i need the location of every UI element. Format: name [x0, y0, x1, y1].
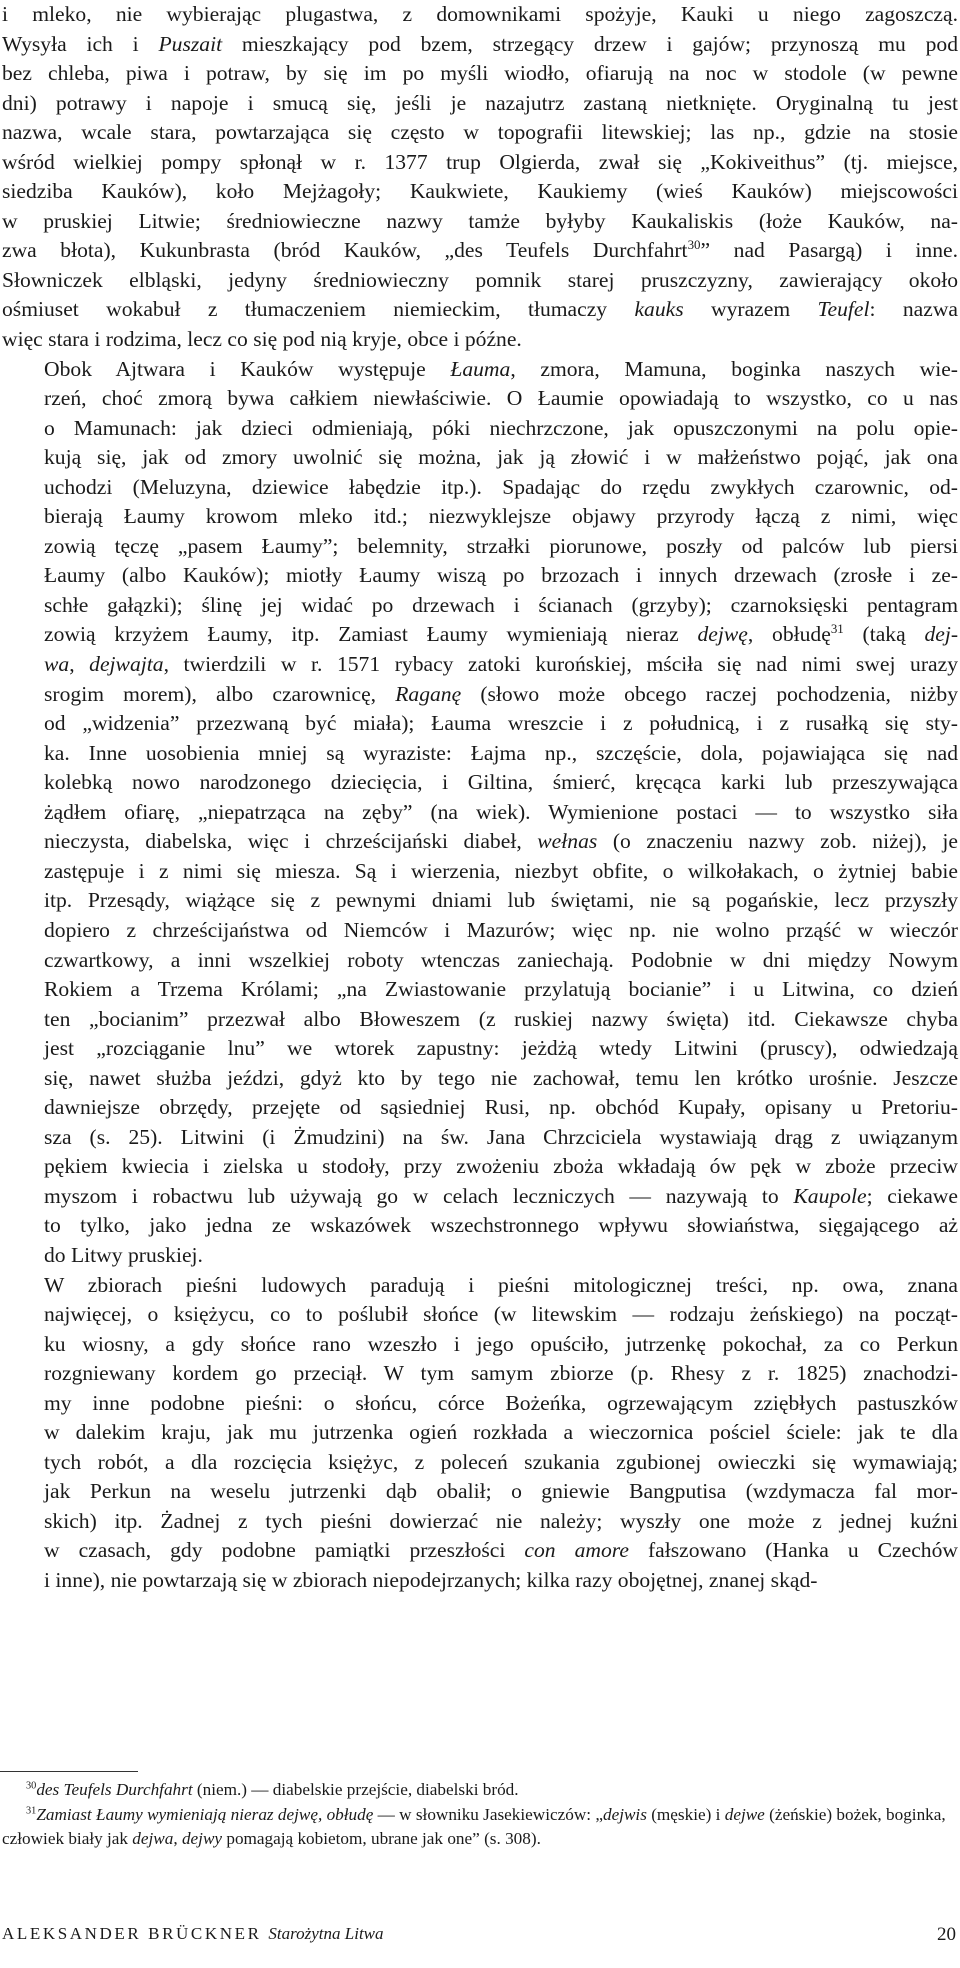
footnote-30: $^{30}$des Teufels Durchfahrt (niem.) — diabelskie przejście, diabelski bród.: [26, 1780, 519, 1799]
text-line: czwartkowy, a inni wszelkiej roboty wtenczas zaniechają. Podobnie w dni między Nowym: [44, 947, 958, 972]
text-line: Rokiem a Trzema Królami; „na Zwiastowanie przylatują bocianie” i u Litwina, co dzień: [44, 977, 958, 1002]
text-line: dawniejsze obrzędy, przejęte od sąsiedniej Rusi, np. obchód Kupały, opisany u Pretoriu-: [44, 1095, 958, 1120]
text-line: najwięcej, o księżycu, co to poślubił słońce (w litewskim — rodzaju żeńskiego) na począt-: [44, 1302, 958, 1327]
text-line: siedziba Kauków), koło Mejżagoły; Kaukwiete, Kaukiemy (wieś Kauków) miejscowości: [2, 179, 958, 204]
text-line: zowią tęczę „pasem Łaumy”; belemnity, strzałki piorunowe, poszły od palców lub piersi: [44, 533, 958, 558]
paragraph-2: [2, 355, 958, 1271]
text-line: i inne), nie powtarzają się w zbiorach niepodejrzanych; kilka razy obojętnej, znanej skąd-: [44, 1567, 818, 1592]
text-line: jak Perkun na weselu jutrzenki dąb obalił; o gniewie Bangputisa (wzdymacza fal mor-: [44, 1479, 958, 1504]
text-line: wa, dejwajta, twierdzili w r. 1571 rybacy zatoki kurońskiej, mściła się nad nimi swej urazy: [44, 652, 958, 677]
text-line: tych robót, a dla rozcięcia księżyc, z poleceń szukania zgubionej owieczki się wymawiają;: [44, 1449, 958, 1474]
page-footer: [2, 1918, 958, 1952]
text-line: w dalekim kraju, jak mu jutrzenka ogień rozkłada a wieczornica pościel ściele: jak te dla: [44, 1420, 958, 1445]
text-line: nazwa, wcale stara, powtarzająca się często w topografii litewskiej; las np., gdzie na stosie: [2, 120, 958, 145]
footer-author-title: [2, 1924, 384, 1944]
text-line: Łaumy (albo Kauków); miotły Łaumy wiszą po brzozach i innych drzewach (zrosłe i ze-: [44, 563, 958, 588]
text-line: więc stara i rodzima, lecz co się pod nią kryje, obce i późne.: [2, 327, 522, 352]
text-line: dni) potrawy i napoje i smucą się, jeśli je nazajutrz zastaną nietknięte. Oryginalną tu jest: [2, 90, 958, 115]
text-line: uchodzi (Meluzyna, dziewice łabędzie itp.). Spadając do rzędu zwykłych czarownic, od-: [44, 474, 958, 499]
text-line: dopiero z chrześcijaństwa od Niemców i Mazurów; więc np. nie wolno prząść w wieczór: [44, 917, 958, 942]
text-line: rzeń, choć zmorą bywa całkiem niewłaściwie. O Łaumie opowiadają to wszystko, co u nas: [44, 386, 958, 411]
text-line: ka. Inne uosobienia mniej są wyraziste: Łajma np., szczęście, dola, pojawiająca się nad: [44, 740, 958, 765]
text-line: ośmiuset wokabuł z tłumaczeniem niemieckim, tłumaczy kauks wyrazem Teufel: nazwa: [2, 297, 959, 322]
text-line: od „widzenia” przezwaną być miała); Łauma wreszcie i z południcą, i z rusałką się sty-: [44, 711, 958, 736]
text-line: srogim morem), albo czarownicę, Raganę (słowo może obcego raczej pochodzenia, niżby: [44, 681, 958, 706]
text-line: w czasach, gdy podobne pamiątki przeszłości con amore fałszowano (Hanka u Czechów: [44, 1538, 958, 1563]
text-line: jest „rozciąganie lnu” we wtorek zapustny: jeżdżą wtedy Litwini (pruscy), odwiedzają: [44, 1036, 958, 1061]
text-line: bez chleba, piwa i potraw, by się im po myśli wiodło, ofiarują na noc w stodole (w pewne: [2, 61, 958, 86]
text-line: ten „bocianim” przezwał albo Błoweszem (z ruskiej nazwy święta) itd. Ciekawsze chyba: [44, 1006, 958, 1031]
text-line: my inne podobne pieśni: o słońcu, córce Bożeńka, ogrzewającym zziębłych pastuszków: [44, 1390, 958, 1415]
footnote-rule: [0, 1771, 138, 1772]
text-line: się, nawet służba jeździ, gdyż kto by tego nie zachował, temu len krótko urośnie. Jeszcze: [44, 1065, 958, 1090]
text-line: Słowniczek elbląski, jedyny średniowieczny pomnik starej pruszczyzny, zawierający około: [2, 267, 958, 292]
text-line: bierają Łaumy krowom mleko itd.; niezwyklejsze objawy przyrody łączą z nimi, więc: [44, 504, 958, 529]
footnote-31: $^{31}$Zamiast Łaumy wymieniają nieraz dejwę, obłudę — w słowniku Jasekiewiczów: „dejwis (męskie) i dejwe (żeńskie) bożek, boginka, człowiek biały jak dejwa, dejwy pomagają kobietom, ubrane jak one” (s. 308).: [2, 1804, 946, 1848]
text-line: do Litwy pruskiej.: [44, 1242, 203, 1267]
paragraph-1: [2, 0, 958, 355]
text-line: pękiem kwiecia i zielska u stodoły, przy zwożeniu zboża wkładają ów pęk w zboże przeciw: [44, 1154, 958, 1179]
text-line: wśród wielkiej pompy spłonął w r. 1377 trup Olgierda, zwał się „Kokiveithus” (tj. miejsce,: [2, 149, 958, 174]
footnotes: [2, 1778, 958, 1852]
text-line: zwa błota), Kukunbrasta (bród Kauków, „des Teufels Durchfahrt$^{30}$” nad Pasargą) i inne.: [2, 237, 958, 263]
text-line: W zbiorach pieśni ludowych paradują i pieśni mitologicznej treści, np. owa, znana: [44, 1272, 958, 1297]
main-text: [2, 0, 958, 1596]
text-line: ku wiosny, a gdy słońce rano wzeszło i jego opuściło, jutrzenkę pokochał, za co Perkun: [44, 1331, 958, 1356]
footer-book-title: Starożytna Litwa: [268, 1924, 384, 1943]
text-line: skich) itp. Żadnej z tych pieśni dowierzać nie należy; wyszły one może z jednej kuźni: [44, 1508, 958, 1533]
text-line: kolebką nowo narodzonego dziecięcia, i Giltina, śmierć, kręcąca karki lub przeszywająca: [44, 770, 958, 795]
text-line: żądłem ofiarę, „niepatrząca na zęby” (na wiek). Wymienione postaci — to wszystko siła: [44, 799, 958, 824]
text-line: zowią krzyżem Łaumy, itp. Zamiast Łaumy wymieniają nieraz dejwę, obłudę$^{31}$ (taką dej-: [44, 621, 959, 647]
paragraph-3: [2, 1271, 958, 1596]
text-line: kują się, jak od zmory uwolnić się można, jak ją złowić i w małżeństwo pojąć, jak ona: [44, 445, 958, 470]
footer-author: ALEKSANDER BRÜCKNER: [2, 1924, 262, 1943]
text-line: myszom i robactwu lub używają go w celach leczniczych — nazywają to Kaupole; ciekawe: [44, 1183, 958, 1208]
text-line: itp. Przesądy, wiążące się z pewnymi dniami lub świętami, nie są pogańskie, lecz przyszły: [44, 888, 958, 913]
text-line: sza (s. 25). Litwini (i Żmudzini) na św. Jana Chrzciciela wystawiają drąg z uwiązanym: [44, 1124, 958, 1149]
text-line: rozgniewany kordem go przeciął. W tym samym zbiorze (p. Rhesy z r. 1825) znachodzi-: [44, 1361, 958, 1386]
text-line: Wysyła ich i Puszait mieszkający pod bzem, strzegący drzew i gajów; przynoszą mu pod: [2, 31, 958, 56]
text-line: zastępuje i z nimi się miesza. Są i wierzenia, niezbyt obfite, o wilkołakach, o żytniej babie: [44, 858, 958, 883]
text-line: Obok Ajtwara i Kauków występuje Łauma, zmora, Mamuna, boginka naszych wie-: [44, 356, 958, 381]
page-number: 20: [937, 1924, 956, 1945]
text-line: nieczysta, diabelska, więc i chrześcijański diabeł, wełnas (o znaczeniu nazwy zob. niżej), je: [44, 829, 959, 854]
text-line: to tylko, jako jedna ze wskazówek wszechstronnego wpływu słowiaństwa, sięgającego aż: [44, 1213, 958, 1238]
text-line: i mleko, nie wybierając plugastwa, z domownikami spożyje, Kauki u niego zagoszczą.: [2, 2, 958, 26]
text-line: schłe gałązki); ślinę jej widać po drzewach i ścianach (grzyby); czarnoksięski pentagram: [44, 592, 958, 617]
text-line: o Mamunach: jak dzieci odmieniają, póki niechrzczone, jak opuszczonymi na polu opie-: [44, 415, 958, 440]
text-line: w pruskiej Litwie; średniowieczne nazwy tamże byłyby Kaukaliskis (łoże Kauków, na-: [2, 208, 958, 233]
